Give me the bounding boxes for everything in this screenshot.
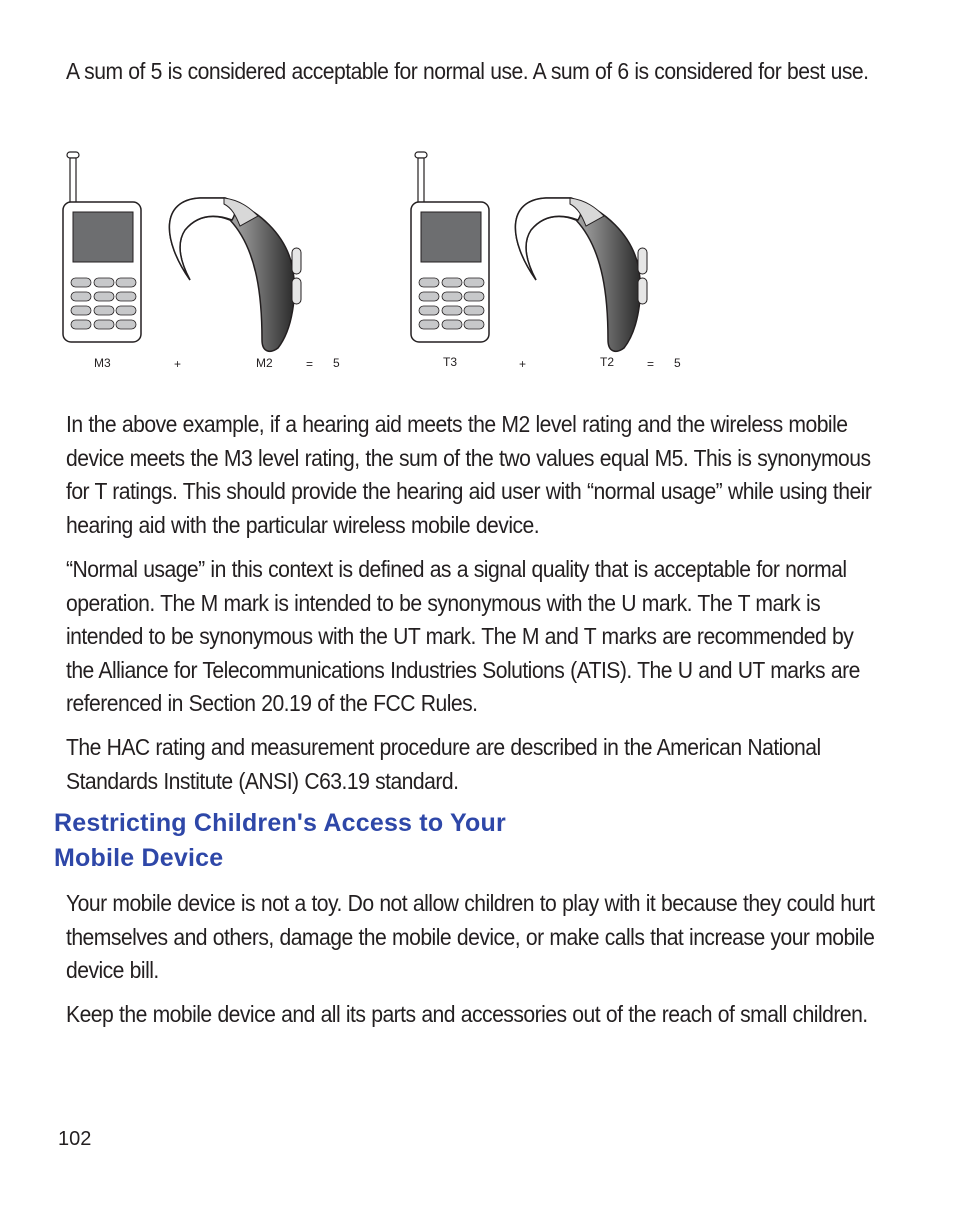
phone-icon (411, 152, 489, 342)
phone-rating-label: T3 (443, 355, 458, 369)
intro-paragraph: A sum of 5 is considered acceptable for normal use. A sum of 6 is considered for best use. (66, 58, 869, 84)
body-paragraph: Keep the mobile device and all its parts and accessories out of the reach of small children. (66, 1001, 868, 1027)
section-heading (54, 806, 506, 876)
hac-illustration (0, 140, 954, 360)
hearing-aid-icon (515, 198, 647, 351)
phone-icon (63, 152, 141, 342)
equals-sign: = (647, 357, 655, 371)
phone-rating-label: M3 (94, 356, 111, 370)
sum-value: 5 (674, 356, 681, 370)
plus-sign: + (519, 357, 527, 371)
hearing-aid-rating-label: T2 (600, 355, 615, 369)
section-heading-line: Restricting Children's Access to Your (54, 809, 506, 837)
section-heading-line: Mobile Device (54, 844, 224, 872)
sum-value: 5 (333, 356, 340, 370)
hearing-aid-rating-label: M2 (256, 356, 273, 370)
hearing-aid-icon (169, 198, 301, 351)
body-paragraph: The HAC rating and measurement procedure are described in the American National Standards Institute (ANSI) C63.19 standard. (66, 734, 821, 794)
page-number: 102 (58, 1128, 92, 1150)
body-paragraph: Your mobile device is not a toy. Do not allow children to play with it because they could hurt themselves and others, damage the mobile device, or make calls that increase your mobile device bill. (66, 890, 875, 983)
equals-sign: = (306, 357, 314, 371)
hac-rating-figure (0, 140, 954, 380)
body-paragraph: In the above example, if a hearing aid meets the M2 level rating and the wireless mobile device meets the M3 level rating, the sum of the two values equal M5. This is synonymous for T ratings. This should provide the hearing aid user with “normal usage” while using their hearing aid with the particular wireless mobile device. (66, 411, 872, 538)
plus-sign: + (174, 357, 182, 371)
body-paragraph: “Normal usage” in this context is defined as a signal quality that is acceptable for normal operation. The M mark is intended to be synonymous with the U mark. The T mark is intended to be synonymous with the UT mark. The M and T marks are recommended by the Alliance for Telecommunications Industries Solutions (ATIS). The U and UT marks are referenced in Section 20.19 of the FCC Rules. (66, 556, 860, 716)
